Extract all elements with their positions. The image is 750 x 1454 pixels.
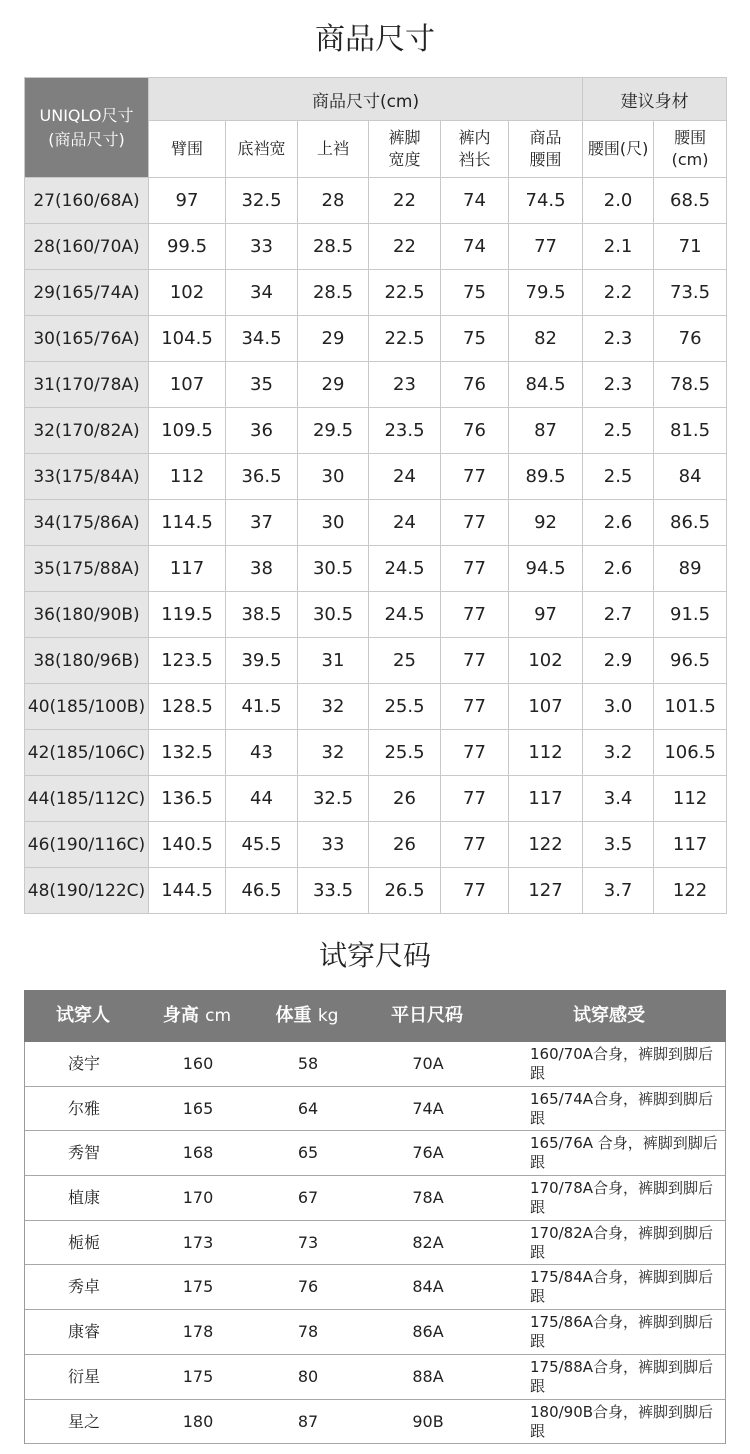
- table-row: [25, 178, 727, 224]
- table-cell: 84.5: [509, 362, 583, 408]
- table-cell: 89.5: [509, 454, 583, 500]
- size-label: 33(175/84A): [25, 454, 149, 500]
- table-cell: 3.7: [583, 868, 654, 914]
- size-label: 32(170/82A): [25, 408, 149, 454]
- table-cell: 29: [298, 316, 369, 362]
- table-row: [25, 500, 727, 546]
- size-label: 28(160/70A): [25, 224, 149, 270]
- table-cell: 77: [441, 500, 509, 546]
- table-cell: 33: [226, 224, 298, 270]
- tryon-weight: 73: [297, 1232, 319, 1252]
- table-cell: 112: [654, 776, 727, 822]
- tryon-size: 86A: [412, 1322, 444, 1342]
- table-cell: 37: [226, 500, 298, 546]
- table-cell: 102: [509, 638, 583, 684]
- table-cell: 22: [369, 224, 441, 270]
- tryon-weight: 76: [297, 1277, 319, 1297]
- table-cell: 26: [369, 822, 441, 868]
- table-cell: 119.5: [149, 592, 226, 638]
- table-row: [25, 684, 727, 730]
- tryon-height: 175: [182, 1277, 214, 1297]
- table-cell: 75: [441, 270, 509, 316]
- tryon-weight: 87: [297, 1411, 319, 1431]
- table-cell: 31: [298, 638, 369, 684]
- table-cell: 30: [298, 500, 369, 546]
- tryon-size: 88A: [412, 1366, 444, 1386]
- table-cell: 94.5: [509, 546, 583, 592]
- size-label: 38(180/96B): [25, 638, 149, 684]
- table-row: [25, 730, 727, 776]
- column-header: 臂围: [149, 121, 226, 178]
- table-row: [25, 638, 727, 684]
- table-cell: 30: [298, 454, 369, 500]
- size-label: 44(185/112C): [25, 776, 149, 822]
- table-cell: 117: [654, 822, 727, 868]
- size-label: 35(175/88A): [25, 546, 149, 592]
- table-cell: 76: [441, 362, 509, 408]
- table-cell: 38: [226, 546, 298, 592]
- table-cell: 2.5: [583, 454, 654, 500]
- table-row: [25, 362, 727, 408]
- table-cell: 26: [369, 776, 441, 822]
- table-cell: 3.4: [583, 776, 654, 822]
- column-header: 裤内 裆长: [441, 121, 509, 178]
- tryon-feel: 165/74A合身，裤脚到脚后跟: [530, 1089, 714, 1127]
- table-cell: 99.5: [149, 224, 226, 270]
- table-cell: 24: [369, 500, 441, 546]
- table-cell: 30.5: [298, 546, 369, 592]
- table-cell: 30.5: [298, 592, 369, 638]
- header-weight: 体重 kg: [275, 1005, 339, 1026]
- table-cell: 84: [654, 454, 727, 500]
- header-usual-size: 平日尺码: [391, 1005, 463, 1026]
- list-item: [25, 1400, 725, 1445]
- header-height: 身高 cm: [162, 1005, 232, 1026]
- table-cell: 2.5: [583, 408, 654, 454]
- tryon-feel: 170/82A合身，裤脚到脚后跟: [530, 1223, 714, 1261]
- header-feel: 试穿感受: [573, 1005, 645, 1026]
- table-cell: 24: [369, 454, 441, 500]
- table-cell: 23: [369, 362, 441, 408]
- table-cell: 106.5: [654, 730, 727, 776]
- tryon-weight: 80: [297, 1366, 319, 1386]
- table-cell: 24.5: [369, 592, 441, 638]
- brand-size-header: UNIQLO尺寸 (商品尺寸): [25, 78, 149, 178]
- table-cell: 28.5: [298, 224, 369, 270]
- table-cell: 36: [226, 408, 298, 454]
- tryon-weight: 64: [297, 1098, 319, 1118]
- tryon-table-body: [24, 1042, 726, 1444]
- tryon-weight: 78: [297, 1322, 319, 1342]
- size-label: 46(190/116C): [25, 822, 149, 868]
- table-cell: 107: [149, 362, 226, 408]
- list-item: [25, 1087, 725, 1132]
- table-cell: 77: [441, 730, 509, 776]
- size-label: 29(165/74A): [25, 270, 149, 316]
- size-label: 34(175/86A): [25, 500, 149, 546]
- table-cell: 24.5: [369, 546, 441, 592]
- table-cell: 81.5: [654, 408, 727, 454]
- table-cell: 132.5: [149, 730, 226, 776]
- table-cell: 75: [441, 316, 509, 362]
- table-cell: 32: [298, 730, 369, 776]
- table-cell: 32.5: [298, 776, 369, 822]
- table-row: [25, 776, 727, 822]
- table-cell: 78.5: [654, 362, 727, 408]
- table-cell: 79.5: [509, 270, 583, 316]
- table-cell: 77: [441, 592, 509, 638]
- table-cell: 77: [441, 822, 509, 868]
- table-cell: 25.5: [369, 684, 441, 730]
- table-cell: 122: [509, 822, 583, 868]
- table-cell: 43: [226, 730, 298, 776]
- table-row: [25, 546, 727, 592]
- table-row: [25, 224, 727, 270]
- table-cell: 2.3: [583, 316, 654, 362]
- table-cell: 2.9: [583, 638, 654, 684]
- tryon-name: 凌宇: [67, 1054, 100, 1073]
- tryon-weight: 65: [297, 1143, 319, 1163]
- table-cell: 68.5: [654, 178, 727, 224]
- table-cell: 89: [654, 546, 727, 592]
- table-cell: 77: [441, 638, 509, 684]
- column-header: 腰围(尺): [583, 121, 654, 178]
- table-cell: 34: [226, 270, 298, 316]
- table-cell: 23.5: [369, 408, 441, 454]
- table-cell: 25: [369, 638, 441, 684]
- size-table-body: [25, 178, 727, 914]
- tryon-feel: 180/90B合身，裤脚到脚后跟: [530, 1402, 714, 1440]
- tryon-height: 170: [182, 1188, 214, 1208]
- table-cell: 38.5: [226, 592, 298, 638]
- table-cell: 96.5: [654, 638, 727, 684]
- table-cell: 128.5: [149, 684, 226, 730]
- table-cell: 82: [509, 316, 583, 362]
- table-cell: 86.5: [654, 500, 727, 546]
- table-cell: 77: [441, 546, 509, 592]
- table-cell: 74: [441, 224, 509, 270]
- table-row: [25, 270, 727, 316]
- table-cell: 41.5: [226, 684, 298, 730]
- table-cell: 127: [509, 868, 583, 914]
- table-cell: 3.2: [583, 730, 654, 776]
- table-cell: 117: [509, 776, 583, 822]
- table-cell: 107: [509, 684, 583, 730]
- tryon-section-title: 试穿尺码: [318, 939, 431, 972]
- table-cell: 45.5: [226, 822, 298, 868]
- product-size-group-header: 商品尺寸(cm): [149, 78, 583, 121]
- size-label: 40(185/100B): [25, 684, 149, 730]
- tryon-feel: 170/78A合身，裤脚到脚后跟: [530, 1179, 714, 1217]
- column-header: 裤脚 宽度: [369, 121, 441, 178]
- table-cell: 29.5: [298, 408, 369, 454]
- table-cell: 74.5: [509, 178, 583, 224]
- table-cell: 71: [654, 224, 727, 270]
- table-cell: 73.5: [654, 270, 727, 316]
- column-header: 上裆: [298, 121, 369, 178]
- size-label: 27(160/68A): [25, 178, 149, 224]
- tryon-name: 植康: [67, 1188, 100, 1208]
- table-row: [25, 592, 727, 638]
- tryon-name: 尔雅: [67, 1098, 100, 1118]
- tryon-name: 星之: [67, 1411, 100, 1431]
- tryon-feel: 175/86A合身，裤脚到脚后跟: [530, 1313, 714, 1351]
- table-cell: 140.5: [149, 822, 226, 868]
- size-label: 48(190/122C): [25, 868, 149, 914]
- table-cell: 123.5: [149, 638, 226, 684]
- table-cell: 104.5: [149, 316, 226, 362]
- table-cell: 92: [509, 500, 583, 546]
- tryon-feel: 175/84A合身，裤脚到脚后跟: [530, 1268, 714, 1306]
- table-cell: 87: [509, 408, 583, 454]
- table-cell: 22.5: [369, 316, 441, 362]
- tryon-height: 160: [182, 1054, 214, 1073]
- column-header: 腰围 (cm): [654, 121, 727, 178]
- table-row: [25, 868, 727, 914]
- size-label: 31(170/78A): [25, 362, 149, 408]
- table-cell: 114.5: [149, 500, 226, 546]
- table-cell: 112: [509, 730, 583, 776]
- table-cell: 109.5: [149, 408, 226, 454]
- list-item: [25, 1131, 725, 1176]
- table-cell: 2.3: [583, 362, 654, 408]
- table-cell: 36.5: [226, 454, 298, 500]
- table-cell: 22.5: [369, 270, 441, 316]
- table-cell: 2.6: [583, 500, 654, 546]
- tryon-size: 78A: [412, 1188, 444, 1208]
- table-cell: 28.5: [298, 270, 369, 316]
- table-cell: 77: [441, 454, 509, 500]
- table-cell: 136.5: [149, 776, 226, 822]
- table-cell: 2.1: [583, 224, 654, 270]
- tryon-name: 衍星: [67, 1366, 100, 1386]
- table-cell: 101.5: [654, 684, 727, 730]
- tryon-height: 173: [182, 1232, 214, 1252]
- tryon-weight: 67: [297, 1188, 319, 1208]
- table-cell: 97: [509, 592, 583, 638]
- table-cell: 26.5: [369, 868, 441, 914]
- table-row: [25, 822, 727, 868]
- table-cell: 22: [369, 178, 441, 224]
- table-row: [25, 408, 727, 454]
- tryon-name: 秀卓: [67, 1277, 100, 1297]
- tryon-size: 84A: [412, 1277, 444, 1297]
- tryon-height: 168: [182, 1143, 214, 1163]
- table-cell: 46.5: [226, 868, 298, 914]
- table-cell: 144.5: [149, 868, 226, 914]
- table-cell: 77: [441, 776, 509, 822]
- table-cell: 76: [654, 316, 727, 362]
- table-cell: 77: [441, 684, 509, 730]
- tryon-height: 178: [182, 1322, 214, 1342]
- list-item: [25, 1265, 725, 1310]
- size-label: 36(180/90B): [25, 592, 149, 638]
- table-cell: 112: [149, 454, 226, 500]
- table-cell: 77: [441, 868, 509, 914]
- size-label: 30(165/76A): [25, 316, 149, 362]
- list-item: [25, 1176, 725, 1221]
- list-item: [25, 1310, 725, 1355]
- table-cell: 2.2: [583, 270, 654, 316]
- tryon-weight: 58: [297, 1054, 319, 1073]
- tryon-height: 175: [182, 1366, 214, 1386]
- table-cell: 117: [149, 546, 226, 592]
- column-header: 底裆宽: [226, 121, 298, 178]
- header-person: 试穿人: [56, 1005, 110, 1026]
- table-cell: 122: [654, 868, 727, 914]
- table-cell: 74: [441, 178, 509, 224]
- table-cell: 44: [226, 776, 298, 822]
- tryon-feel: 160/70A合身，裤脚到脚后跟: [530, 1045, 714, 1082]
- table-cell: 77: [509, 224, 583, 270]
- table-cell: 32: [298, 684, 369, 730]
- tryon-size: 90B: [412, 1411, 444, 1431]
- tryon-size: 82A: [412, 1232, 444, 1252]
- tryon-height: 180: [182, 1411, 214, 1431]
- table-cell: 32.5: [226, 178, 298, 224]
- tryon-size: 76A: [412, 1143, 444, 1163]
- table-cell: 2.6: [583, 546, 654, 592]
- list-item: [25, 1355, 725, 1400]
- table-row: [25, 316, 727, 362]
- table-cell: 29: [298, 362, 369, 408]
- tryon-name: 秀智: [67, 1143, 100, 1163]
- tryon-name: 康睿: [67, 1322, 100, 1342]
- table-cell: 2.7: [583, 592, 654, 638]
- tryon-name: 栀栀: [67, 1232, 100, 1252]
- table-cell: 28: [298, 178, 369, 224]
- list-item: [25, 1221, 725, 1266]
- table-row: [25, 454, 727, 500]
- table-cell: 97: [149, 178, 226, 224]
- list-item: [25, 1042, 725, 1087]
- body-size-group-header: 建议身材: [583, 78, 727, 121]
- tryon-size: 70A: [412, 1054, 444, 1073]
- table-cell: 102: [149, 270, 226, 316]
- table-cell: 2.0: [583, 178, 654, 224]
- table-cell: 76: [441, 408, 509, 454]
- table-cell: 25.5: [369, 730, 441, 776]
- table-cell: 91.5: [654, 592, 727, 638]
- tryon-table-header: [24, 990, 726, 1042]
- size-section-title: 商品尺寸: [315, 22, 435, 57]
- tryon-feel: 165/76A 合身，裤脚到脚后跟: [530, 1134, 718, 1172]
- column-header: 商品 腰围: [509, 121, 583, 178]
- size-table: [24, 77, 727, 914]
- size-label: 42(185/106C): [25, 730, 149, 776]
- table-cell: 33.5: [298, 868, 369, 914]
- tryon-feel: 175/88A合身，裤脚到脚后跟: [530, 1357, 714, 1395]
- table-cell: 33: [298, 822, 369, 868]
- table-cell: 3.0: [583, 684, 654, 730]
- table-cell: 3.5: [583, 822, 654, 868]
- table-cell: 35: [226, 362, 298, 408]
- tryon-height: 165: [182, 1098, 214, 1118]
- table-cell: 34.5: [226, 316, 298, 362]
- table-cell: 39.5: [226, 638, 298, 684]
- tryon-size: 74A: [412, 1098, 444, 1118]
